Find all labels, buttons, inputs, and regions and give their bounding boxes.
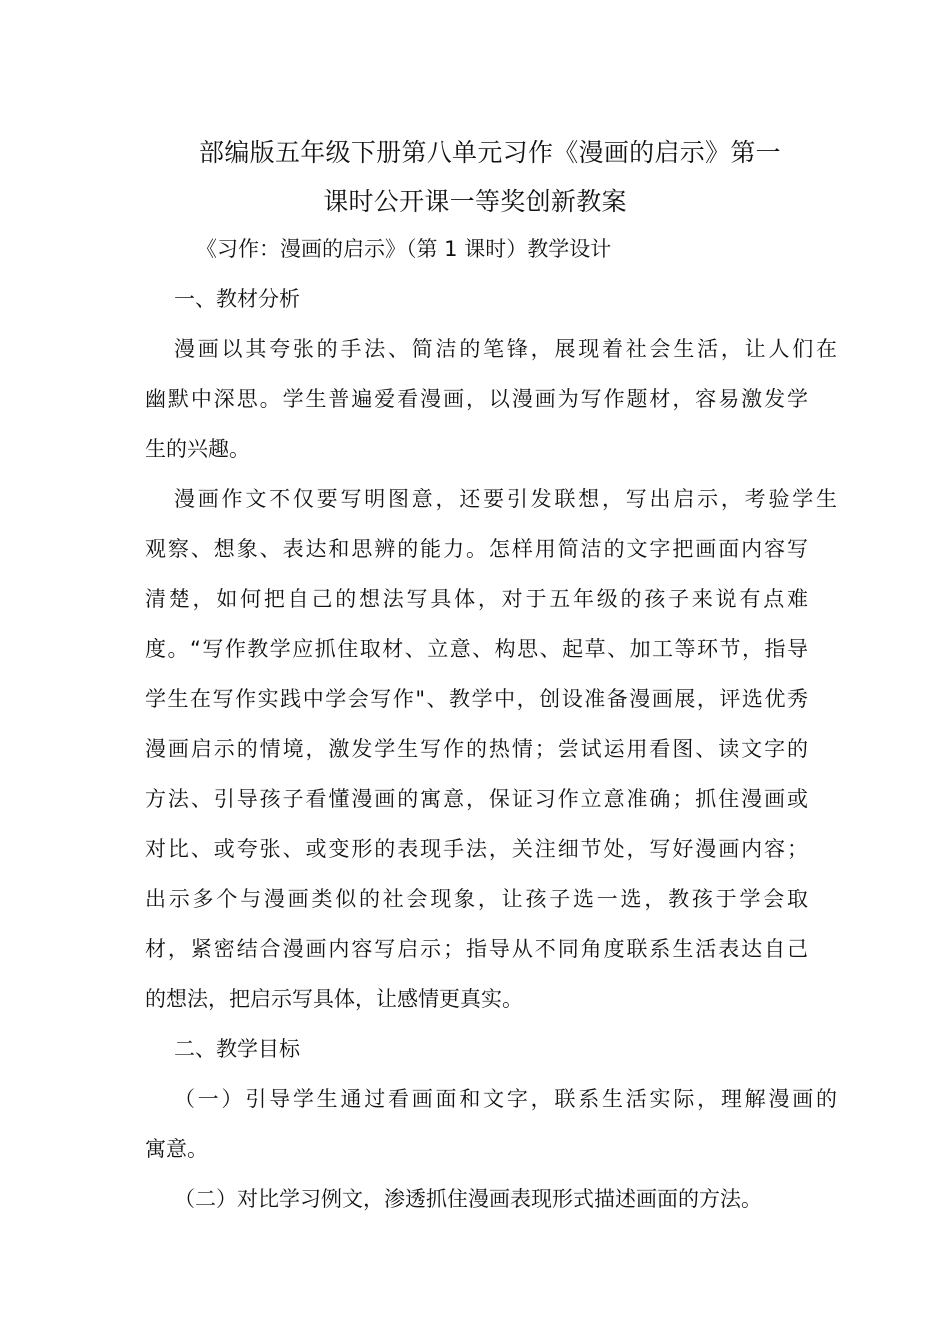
paragraph-line: 出示多个与漫画类似的社会现象，让孩子选一选，教孩于学会取	[145, 887, 808, 911]
section-heading-goals: 二、教学目标	[174, 1037, 300, 1061]
paragraph-line: 对比、或夸张、或变形的表现手法，关注细节处，写好漫画内容；	[145, 837, 808, 861]
paragraph-line: 材，紧密结合漫画内容写启示；指导从不同角度联系生活表达自己	[145, 937, 808, 961]
section-heading-materials: 一、教材分析	[174, 287, 300, 311]
paragraph-line: 生的兴趣。	[145, 437, 250, 461]
document-title-line-2: 课时公开课一等奖创新教案	[323, 187, 627, 216]
paragraph-line: 漫画作文不仅要写明图意，还要引发联想，写出启示，考验学生	[174, 487, 837, 511]
goal-line: （二）对比学习例文，渗透抓住漫画表现形式描述画面的方法。	[174, 1187, 762, 1211]
paragraph-line: 清楚，如何把自己的想法写具体，对于五年级的孩子来说有点难	[145, 587, 808, 611]
paragraph-line: 方法、引导孩子看懂漫画的寓意，保证习作立意准确；抓住漫画或	[145, 787, 808, 811]
goal-line: （一）引导学生通过看画面和文字，联系生活实际，理解漫画的	[174, 1087, 837, 1111]
paragraph-line: 观察、想象、表达和思辨的能力。怎样用简洁的文字把画面内容写	[145, 537, 808, 561]
paragraph-line: 学生在写作实践中学会写作"、教学中，创设准备漫画展，评选优秀	[145, 687, 808, 711]
paragraph-line: 幽默中深思。学生普遍爱看漫画，以漫画为写作题材，容易激发学	[145, 387, 808, 411]
paragraph-line: 的想法，把启示写具体，让感情更真实。	[145, 987, 523, 1011]
paragraph-line: 漫画以其夸张的手法、简洁的笔锋，展现着社会生活，让人们在	[174, 337, 837, 361]
goal-line: 寓意。	[145, 1137, 208, 1161]
paragraph-line: 度。“写作教学应抓住取材、立意、构思、起草、加工等环节，指导	[145, 637, 808, 661]
paragraph-line: 漫画启示的情境，激发学生写作的热情；尝试运用看图、读文字的	[145, 737, 808, 761]
document-title-line-1: 部编版五年级下册第八单元习作《漫画的启示》第一	[199, 138, 781, 167]
document-subtitle: 《习作：漫画的启示》（第 1 课时）教学设计	[196, 237, 612, 261]
